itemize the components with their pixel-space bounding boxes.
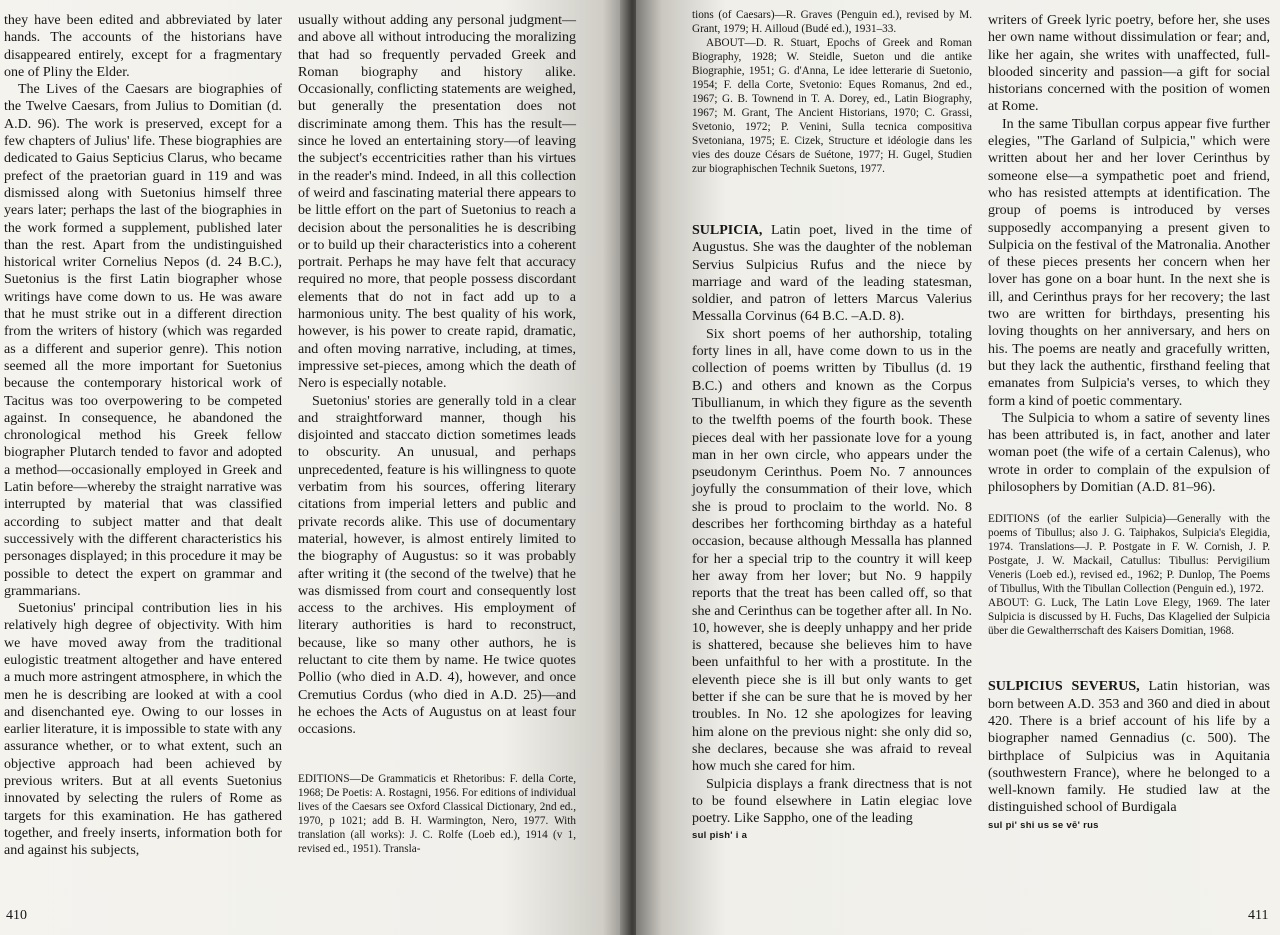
paragraph: Six short poems of her authorship, totaling forty lines in all, have come down to us in the collection of poems written by Tibullus (d. 19 B.C.) and others and known as the Corpus Tibullianum, in which they figure as the seventh to the twelfth poems of the fourth book. These pieces deal with her passionate love for a young man in her own circle, who appears under the pseudonym Cerinthus. Poem No. 7 announces joyfully the consummation of their love, which she is proud to proclaim to the world. No. 8 describes her forthcoming birthday as a hateful occasion, because although Messalla has planned for her a special trip to the country it will keep her away from her lover; but No. 9 happily reports that the treat has been called off, so that she and Cerinthus can be together after all. In No. 10, however, she is deeply unhappy and her pride is shattered, because she believes him to have been unfaithful to her with a prostitute. In the eleventh piece she is ill but only wants to get better if she can be sure that he is moved by her troubles. In No. 12 she apologizes for leaving him alone on the previous night: she only did so, she declares, because she was afraid to reveal how much she cared for him. — [692, 326, 972, 775]
paragraph: In the same Tibullan corpus appear five further elegies, "The Garland of Sulpicia," which were written about her and her lover Cerinthus by someone else—a sympathetic poet and friend, who has resisted attempts at identification. The group of poems is introduced by verses supposedly accompanying a present given to Sulpicia on the festival of the Matronalia. Another of these pieces presents her concern when her lover has gone on a boar hunt. In the next she is ill, and Cerinthus prays for her recovery; the last two are written for birthdays, presenting his loving thoughts on her anniversary, and hers on his. The poems are neatly and gracefully written, but they lack the authentic, firsthand feeling that emanates from Sulpicia's verses, to which they form a kind of poetic commentary. — [988, 116, 1270, 409]
right-column-2 — [988, 12, 1270, 834]
paragraph: usually without adding any personal judgment—and above all without introducing the moralizing that had so frequently pervaded Greek and Roman biography and history alike. Occasionally, conflicting statements are weighed, but generally the presentation does not discriminate among them. This has the result—since he loved an entertaining story—of leaving the subject's eccentricities rather than his virtues in the reader's mind. Indeed, in all this collection of weird and fascinating material there appears to be little effort on the part of Suetonius to reach a decision about the personalities he is describing or to build up their characteristics into a coherent portrait. Perhaps he may have felt that accuracy required no more, that people possess discordant elements that do not in fact add up to a harmonious unity. The best quality of his work, however, is his power to create rapid, dramatic, and often moving narrative, including, at times, impressive set-pieces, among which the death of Nero is especially notable. — [298, 13, 576, 392]
paragraph: they have been edited and abbreviated by later hands. The accounts of the historians have disappeared entirely, except for a fragmentary one of Pliny the Elder. — [4, 13, 282, 80]
right-column-1 — [692, 8, 972, 845]
paragraph: Suetonius' principal contribution lies in his relatively high degree of objectivity. With him we have moved away from the traditional eulogistic treatment altogether and have entered a much more astringent atmosphere, in which the men he is describing are looked at with a cool and disenchanted eye. Owing to our losses in earlier literature, it is impossible to state with any assurance whether, or to what extent, such an objective approach had been achieved by previous writers. But at all events Suetonius innovated by selecting the rulers of Rome as targets for this examination. He has gathered together, and freely inserts, information both for and against his subjects, — [4, 601, 282, 859]
left-page — [0, 0, 628, 935]
paragraph: Sulpicia displays a frank directness that is not to be found elsewhere in Latin elegiac love poetry. Like Sappho, one of the leading — [692, 776, 972, 827]
headword: SULPICIA, — [692, 223, 763, 238]
bibliography: ABOUT: G. Luck, The Latin Love Elegy, 1969. The later Sulpicia is discussed by H. Fuchs, Das Klagelied der Sulpicia über die Gewaltherrschaft des Kaisers Domitian, 1968. — [988, 597, 1270, 638]
page-number: 410 — [6, 908, 27, 923]
pronunciation: sul pi' shi us se vē' rus — [988, 819, 1099, 831]
bibliography: ABOUT—D. R. Stuart, Epochs of Greek and Roman Biography, 1928; W. Steidle, Sueton und die antike Biographie, 1951; G. d'Anna, Le idee letterarie di Suetonio, 1954; F. della Corte, Svetonio: Eques Romanus, 2nd ed., 1967; G. B. Townend in T. A. Dorey, ed., Latin Biography, 1967; M. Grant, The Ancient Historians, 1970; C. Grassi, Svetonio, 1972; P. Venini, Sulla tecnica compositiva Svetoniana, 1975; E. Cizek, Structure et idéologie dans les vies des douze Césars de Suétone, 1977; H. Gugel, Studien zur biographischen Technik Suetons, 1977. — [692, 37, 972, 175]
paragraph: Suetonius' stories are generally told in a clear and straightforward manner, though his disjointed and staccato diction sometimes leads to obscurity. An unusual, and perhaps unprecedented, feature is his willingness to quote verbatim from his sources, offering literary citations from imperial letters and public and private records alike. This use of documentary material, however, is almost entirely limited to the biography of Augustus: so it was probably after writing it (the second of the twelve) that he was dismissed from court and consequently lost access to the archives. His employment of literary authorities is hard to reconstruct, because, like so many other authors, he is reluctant to cite them by name. He twice quotes Pollio (who died in A.D. 4), however, and once Cremutius Cordus (who died in A.D. 25)—and he echoes the Acts of Augustus on at least four occasions. — [298, 393, 576, 738]
paragraph: The Sulpicia to whom a satire of seventy lines has been attributed is, in fact, another and later woman poet (the wife of a certain Calenus), who wrote in order to complain of the expulsion of philosophers by Domitian (A.D. 81–96). — [988, 410, 1270, 496]
bibliography: EDITIONS—De Grammaticis et Rhetoribus: F. della Corte, 1968; De Poetis: A. Rostagni, 1956. For editions of individual lives of the Caesars see Oxford Classical Dictionary, 2nd ed., 1970, p 1021; add B. H. Warmington, Nero, 1977. With translation (all works): J. C. Rolfe (Loeb ed.), 1914 (v 1, revised ed., 1951). Transla- — [298, 773, 576, 856]
pronunciation: sul pish' i a — [692, 830, 748, 842]
headword: SULPICIUS SEVERUS, — [988, 679, 1140, 695]
bibliography: tions (of Caesars)—R. Graves (Penguin ed.), revised by M. Grant, 1979; H. Ailloud (Budé ed.), 1931–33. — [692, 9, 972, 35]
paragraph: writers of Greek lyric poetry, before her, she uses her own name without dissimulation or fear; and, like her again, she writes with unaffected, full-blooded sincerity and passion—a gift for social historians concerned with the position of women at Rome. — [988, 13, 1270, 115]
paragraph: The Lives of the Caesars are biographies of the Twelve Caesars, from Julius to Domitian (d. A.D. 96). The work is preserved, except for a few chapters of Julius' life. These biographies are dedicated to Gaius Septicius Clarus, who became prefect of the praetorian guard in 119 and was dismissed along with Suetonius himself three years later; perhaps the last of the biographies in the work formed a supplement, published later than the rest. Apart from the undistinguished historical writer Cornelius Nepos (d. 24 B.C.), Suetonius is the first Latin biographer whose writings have come down to us. He was aware that he must strike out in a different direction from the writers of history (which was regarded as a different and superior genre). This notion seemed all the more important for Suetonius because the contemporary historical work of Tacitus was too overpowering to be competed against. In consequence, he abandoned the chronological method his Greek fellow biographer Plutarch tended to favor and adopted a method—occasionally employed in Greek and Latin before—whereby the straight narrative was interrupted by material that was classified according to subject matter and that dealt successively with the different characteristics his personages displayed; in this procedure it may be possible to detect the expert on grammar and grammarians. — [4, 82, 282, 599]
entry-sulpicius-severus: SULPICIUS SEVERUS, Latin historian, was born between A.D. 353 and 360 and died in about 420. There is a brief account of his life by a biographer named Gennadius (c. 500). The birthplace of Sulpicius was in Aquitania (southwestern France), where he belonged to a well-known family. He studied law at the distinguished school of Burdigala — [988, 679, 1270, 816]
left-column-2 — [298, 12, 576, 856]
right-page — [636, 0, 1280, 935]
left-column-1 — [4, 12, 282, 860]
entry-sulpicia: SULPICIA, Latin poet, lived in the time of Augustus. She was the daughter of the nobleman Servius Sulpicius Rufus and the niece by marriage and ward of the leading statesman, soldier, and patron of letters Marcus Valerius Messalla Corvinus (64 B.C. –A.D. 8). — [692, 223, 972, 325]
bibliography: EDITIONS (of the earlier Sulpicia)—Generally with the poems of Tibullus; also J. G. Taiphakos, Sulpicia's Elegidia, 1974. Translations—J. P. Postgate in F. W. Cornish, J. P. Postgate, J. W. Mackail, Catullus: Tibullus: Pervigilium Veneris (Loeb ed.), revised ed., 1962; P. Dunlop, The Poems of Tibullus, With the Tibullan Collection (Penguin ed.), 1972. — [988, 513, 1270, 596]
page-number: 411 — [1248, 908, 1269, 923]
